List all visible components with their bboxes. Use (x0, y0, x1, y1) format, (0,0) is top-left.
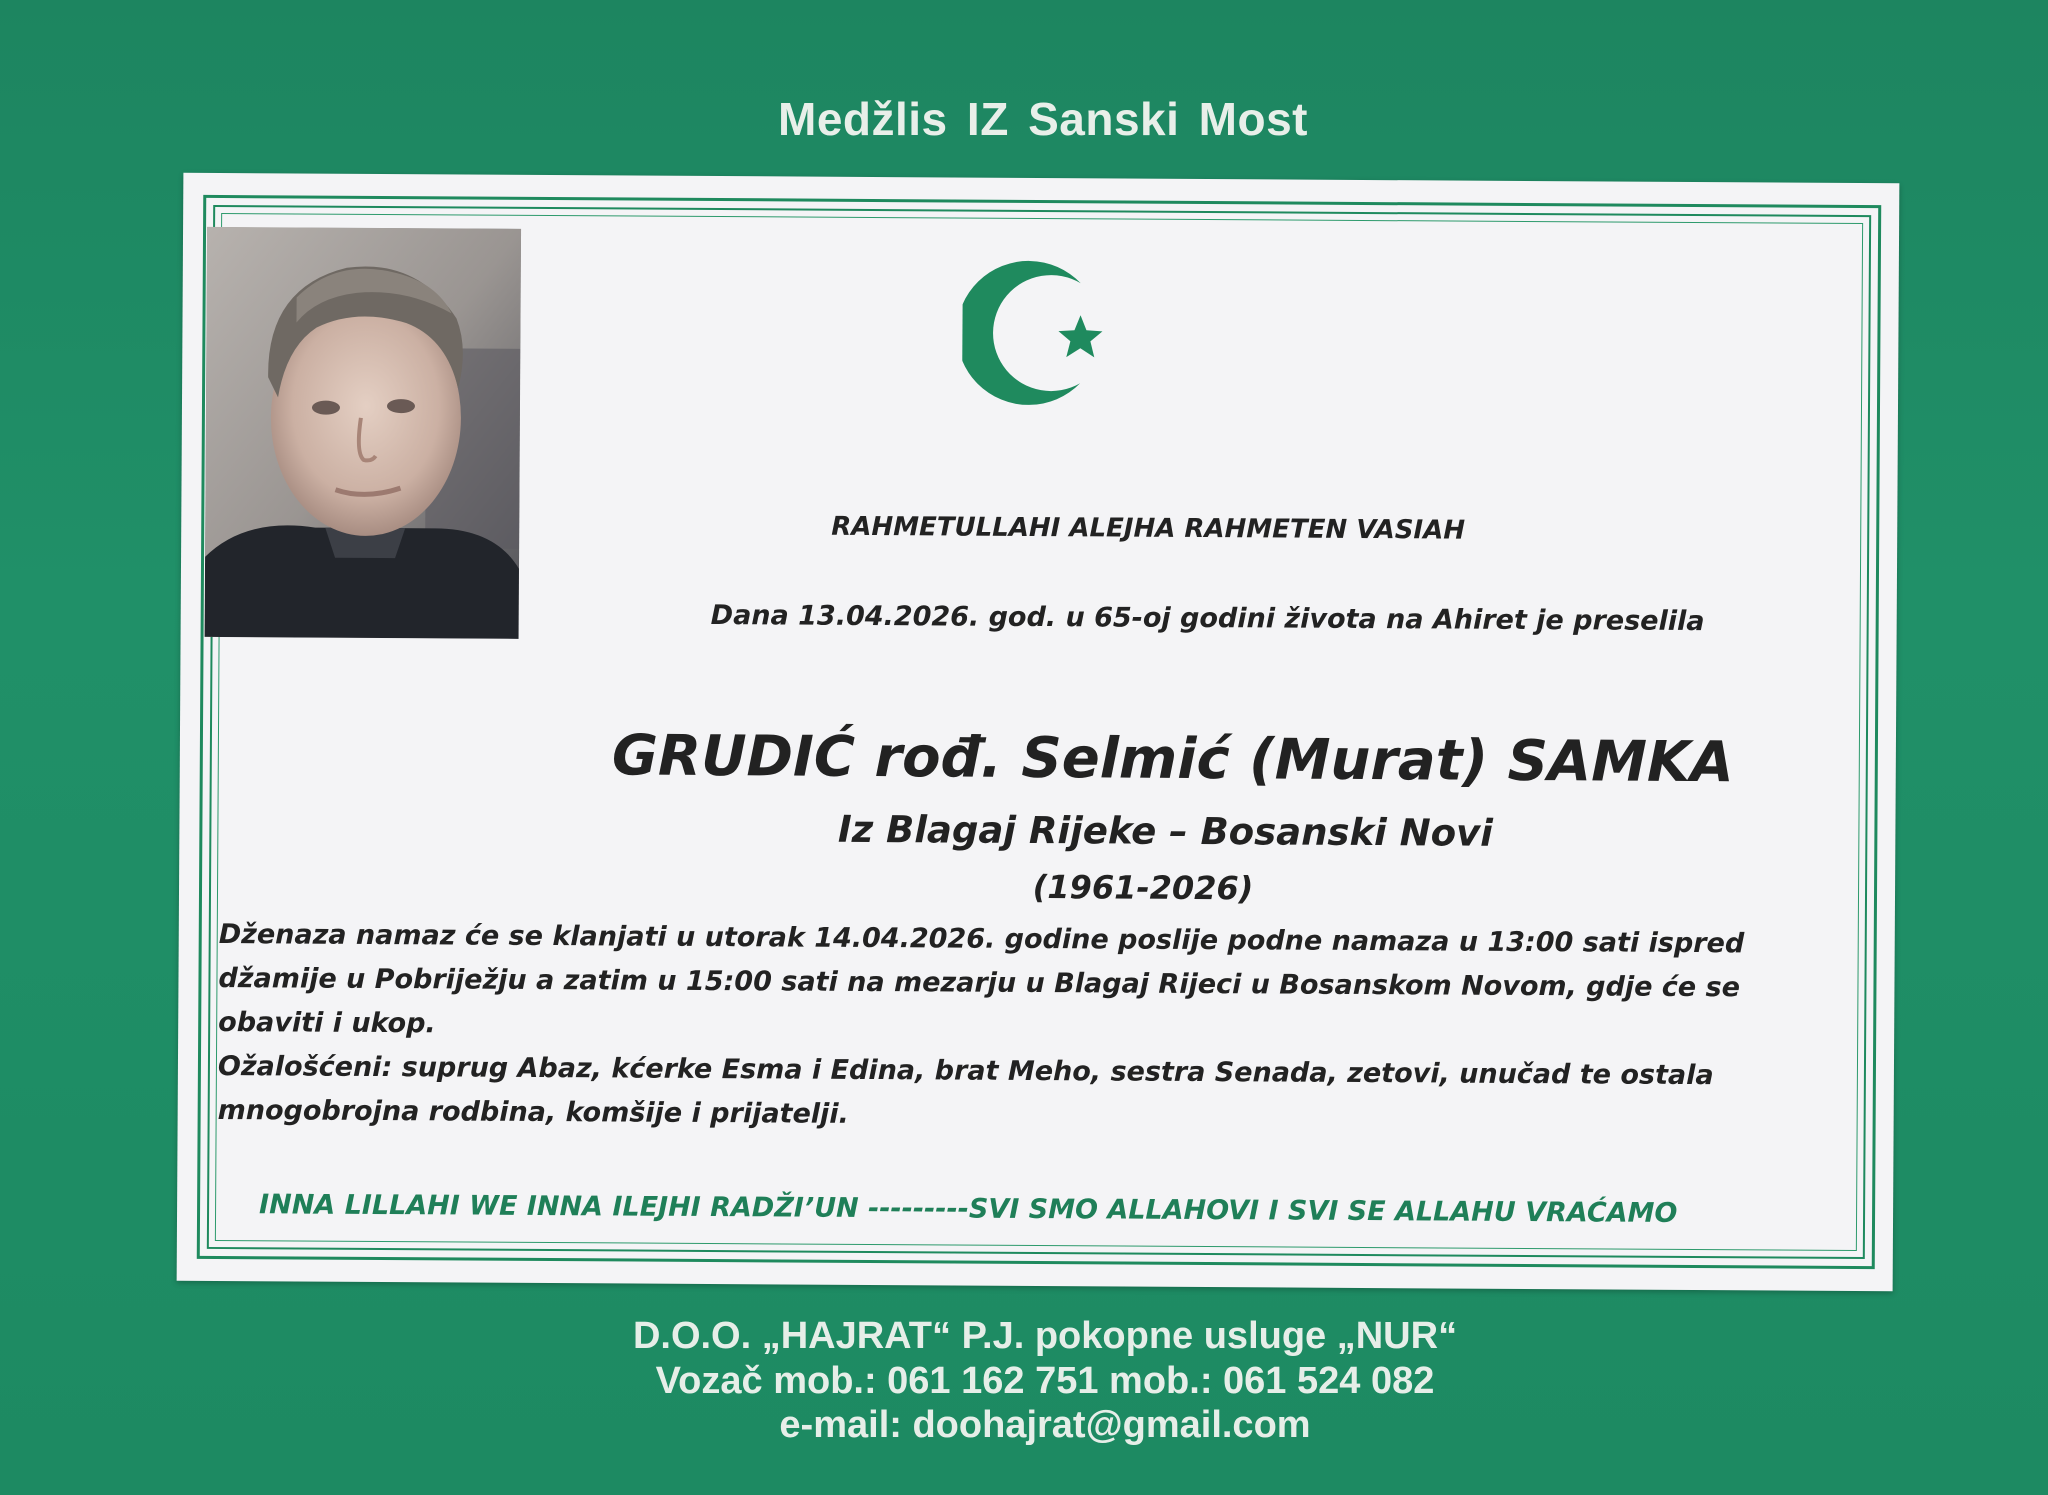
organization-title: Medžlis IZ Sanski Most (778, 93, 1308, 145)
life-years: (1961-2026) (1032, 867, 1254, 908)
obituary-card (177, 173, 1900, 1291)
funeral-line: Dženaza namaz će se klanjati u utorak 14.04.2026. godine poslije podne namaza u 13:00 sati ispred (218, 918, 1745, 960)
mourners-line: Ožalošćeni: suprug Abaz, kćerke Esma i Edina, brat Meho, sestra Senada, zetovi, unučad te ostala (217, 1050, 1714, 1092)
closing-prayer: INNA LILLAHI WE INNA ILEJHI RADŽI’UN ---------SVI SMO ALLAHOVI I SVI SE ALLAHU VRAĆAMO (259, 1189, 1678, 1229)
blessing-line: RAHMETULLAHI ALEJHA RAHMETEN VASIAH (831, 511, 1466, 546)
footer-company: D.O.O. „HAJRAT“ P.J. pokopne usluge „NUR“ (632, 1315, 1458, 1357)
footer-email: e-mail: doohajrat@gmail.com (779, 1404, 1311, 1446)
funeral-line: obaviti i ukop. (218, 1006, 436, 1040)
deceased-photo (205, 227, 521, 639)
origin-line: Iz Blagaj Rijeke – Bosanski Novi (837, 807, 1494, 855)
portrait-image (205, 227, 521, 639)
funeral-details (218, 913, 1859, 1143)
footer-phones: Vozač mob.: 061 162 751 mob.: 061 524 082 (655, 1360, 1435, 1402)
funeral-line: džamije u Pobriježju a zatim u 15:00 sati na mezarju u Blagaj Rijeci u Bosanskom Novom, gdje će se (218, 962, 1741, 1004)
crescent-star-icon (962, 253, 1123, 414)
mourners-line: mnogobrojna rodbina, komšije i prijatelji. (217, 1094, 849, 1130)
date-line: Dana 13.04.2026. god. u 65-oj godini života na Ahiret je preselila (710, 599, 1705, 638)
deceased-name: GRUDIĆ rođ. Selmić (Murat) SAMKA (611, 723, 1734, 796)
